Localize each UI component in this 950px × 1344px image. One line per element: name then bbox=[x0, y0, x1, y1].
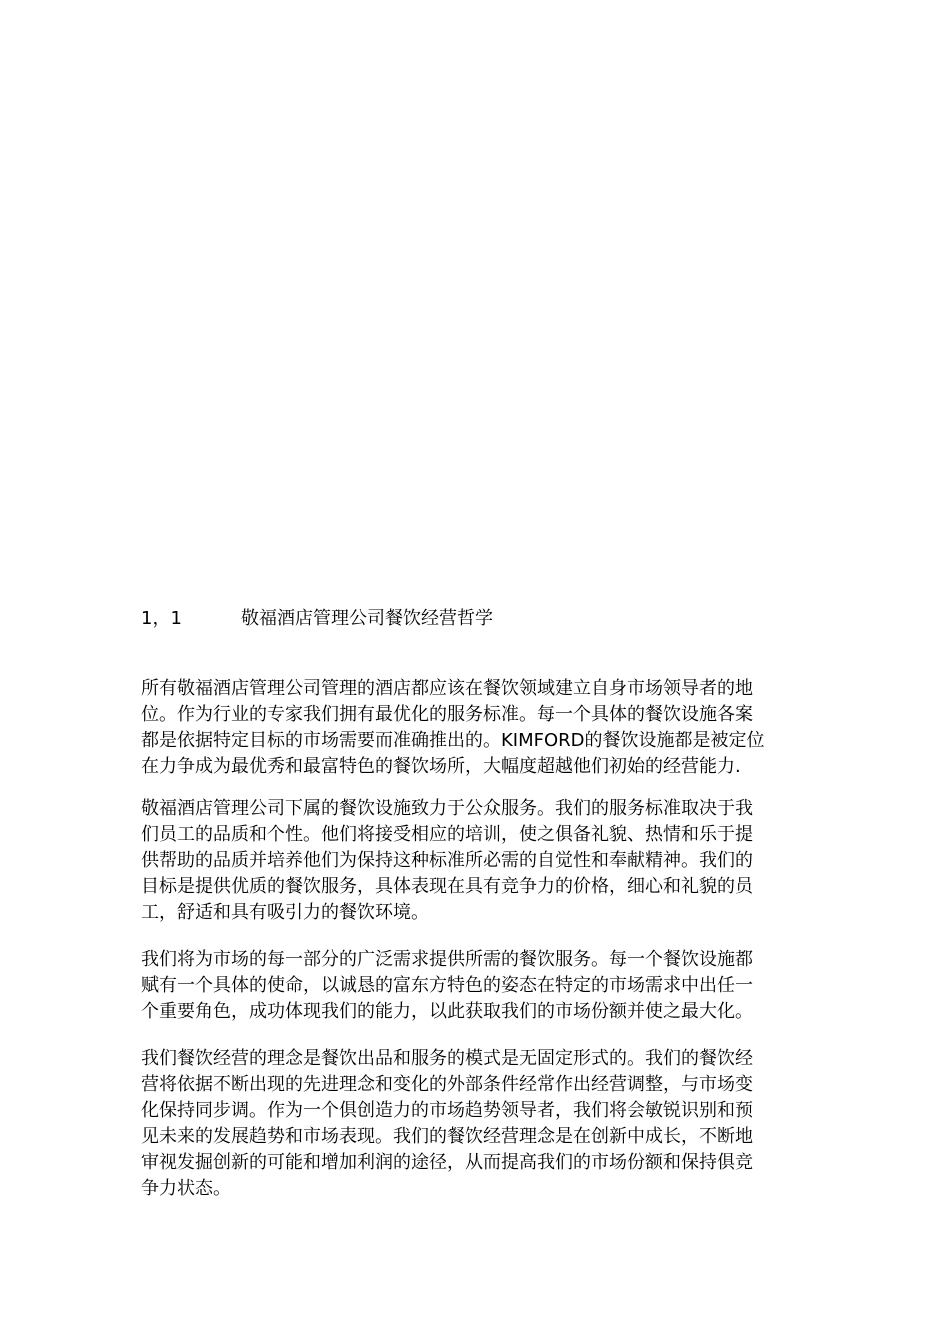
section-title: 敬福酒店管理公司餐饮经营哲学 bbox=[241, 608, 493, 629]
paragraph-3 bbox=[141, 947, 811, 1025]
paragraph-1 bbox=[141, 676, 811, 780]
text-line: 个重要角色，成功体现我们的能力，以此获取我们的市场份额并使之最大化。 bbox=[141, 1001, 753, 1022]
paragraph-4 bbox=[141, 1046, 811, 1202]
text-line: 工，舒适和具有吸引力的餐饮环境。 bbox=[141, 902, 429, 923]
text-line: 都是依据特定目标的市场需要而准确推出的。KIMFORD的餐饮设施都是被定位 bbox=[141, 730, 765, 751]
text-line: 所有敬福酒店管理公司管理的酒店都应该在餐饮领域建立自身市场领导者的地 bbox=[141, 678, 753, 699]
text-line: 位。作为行业的专家我们拥有最优化的服务标准。每一个具体的餐饮设施各案 bbox=[141, 704, 753, 725]
text-line: 赋有一个具体的使命，以诚恳的富东方特色的姿态在特定的市场需求中出任一 bbox=[141, 975, 753, 996]
section-number: 1，1 bbox=[141, 608, 182, 629]
text-line: 审视发掘创新的可能和增加利润的途径，从而提高我们的市场份额和保持俱竞 bbox=[141, 1152, 753, 1173]
text-line: 见未来的发展趋势和市场表现。我们的餐饮经营理念是在创新中成长，不断地 bbox=[141, 1126, 753, 1147]
text-line: 敬福酒店管理公司下属的餐饮设施致力于公众服务。我们的服务标准取决于我 bbox=[141, 798, 753, 819]
paragraph-2 bbox=[141, 796, 811, 926]
text-line: 我们餐饮经营的理念是餐饮出品和服务的模式是无固定形式的。我们的餐饮经 bbox=[141, 1048, 753, 1069]
text-line: 在力争成为最优秀和最富特色的餐饮场所，大幅度超越他们初始的经营能力. bbox=[141, 756, 741, 777]
text-line: 争力状态。 bbox=[141, 1178, 231, 1199]
text-line: 我们将为市场的每一部分的广泛需求提供所需的餐饮服务。每一个餐饮设施都 bbox=[141, 949, 753, 970]
text-line: 目标是提供优质的餐饮服务，具体表现在具有竞争力的价格，细心和礼貌的员 bbox=[141, 876, 753, 897]
text-line: 营将依据不断出现的先进理念和变化的外部条件经常作出经营调整，与市场变 bbox=[141, 1074, 753, 1095]
text-line: 们员工的品质和个性。他们将接受相应的培训，使之俱备礼貌、热情和乐于提 bbox=[141, 824, 753, 845]
text-line: 供帮助的品质并培养他们为保持这种标准所必需的自觉性和奉献精神。我们的 bbox=[141, 850, 753, 871]
text-line: 化保持同步调。作为一个俱创造力的市场趋势领导者，我们将会敏锐识别和预 bbox=[141, 1100, 753, 1121]
section-heading bbox=[141, 606, 493, 632]
